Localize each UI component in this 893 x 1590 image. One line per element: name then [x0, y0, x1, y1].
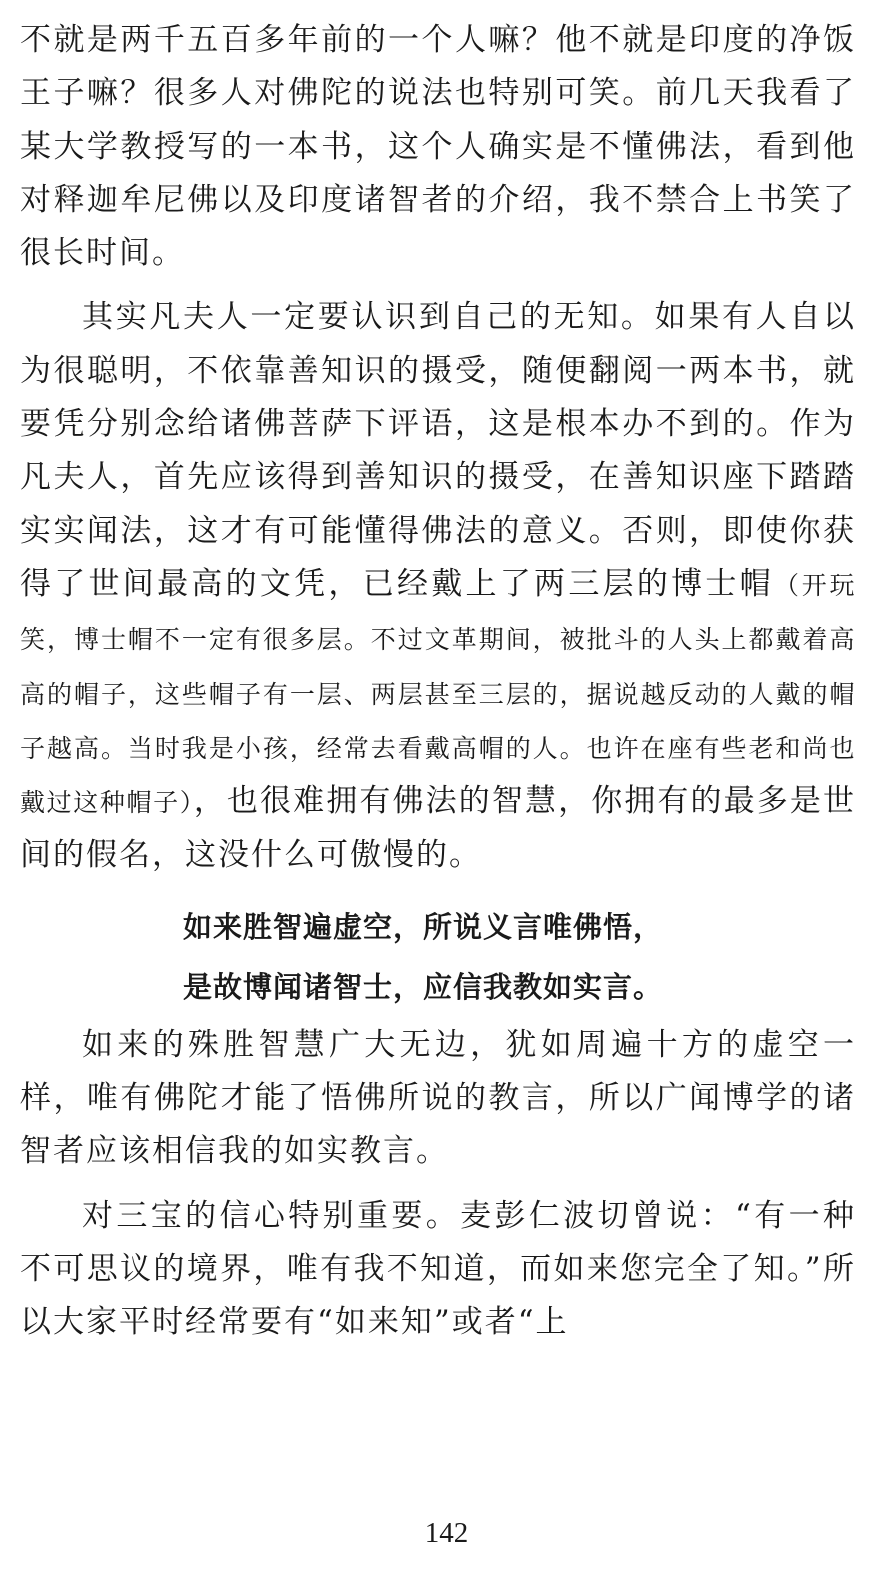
verse-line-1: 如来胜智遍虚空，所说义言唯佛悟，: [183, 909, 664, 944]
paragraph-2-ending: ，也很难拥有佛法的智慧，你拥有的最多是世间的假名，这没什么可傲慢的。: [20, 783, 856, 874]
verse-line-2: 是故博闻诸智士，应信我教如实言。: [183, 969, 664, 1004]
paragraph-2: [20, 291, 856, 882]
paragraph-1: 不就是两千五百多年前的一个人嘛？他不就是印度的净饭王子嘛？很多人对佛陀的说法也特别可笑。前几天我看了某大学教授写的一本书，这个人确实是不懂佛法，看到他对释迦牟尼佛以及印度诸智者的介绍，我不禁合上书笑了很长时间。: [20, 22, 856, 272]
page-number: 142: [424, 1517, 469, 1549]
paragraph-2-parenthetical-note: （开玩笑，博士帽不一定有很多层。不过文革期间，被批斗的人头上都戴着高高的帽子，这些帽子有一层、两层甚至三层的，据说越反动的人戴的帽子越高。当时我是小孩，经常去看戴高帽的人。也许在座有些老和尚也戴过这种帽子）: [20, 570, 856, 818]
page-body: [20, 14, 856, 1350]
paragraph-2-main: 其实凡夫人一定要认识到自己的无知。如果有人自以为很聪明，不依靠善知识的摄受，随便翻阅一两本书，就要凭分别念给诸佛菩萨下评语，这是根本办不到的。作为凡夫人，首先应该得到善知识的摄受，在善知识座下踏踏实实闻法，这才有可能懂得佛法的意义。否则，即使你获得了世间最高的文凭，已经戴上了两三层的博士帽: [20, 299, 856, 602]
paragraph-3: 如来的殊胜智慧广大无边，犹如周遍十方的虚空一样，唯有佛陀才能了悟佛所说的教言，所以广闻博学的诸智者应该相信我的如实教言。: [20, 1026, 856, 1170]
paragraph-4: 对三宝的信心特别重要。麦彭仁波切曾说：“有一种不可思议的境界，唯有我不知道，而如来您完全了知。”所以大家平时经常要有“如来知”或者“上: [20, 1197, 856, 1341]
